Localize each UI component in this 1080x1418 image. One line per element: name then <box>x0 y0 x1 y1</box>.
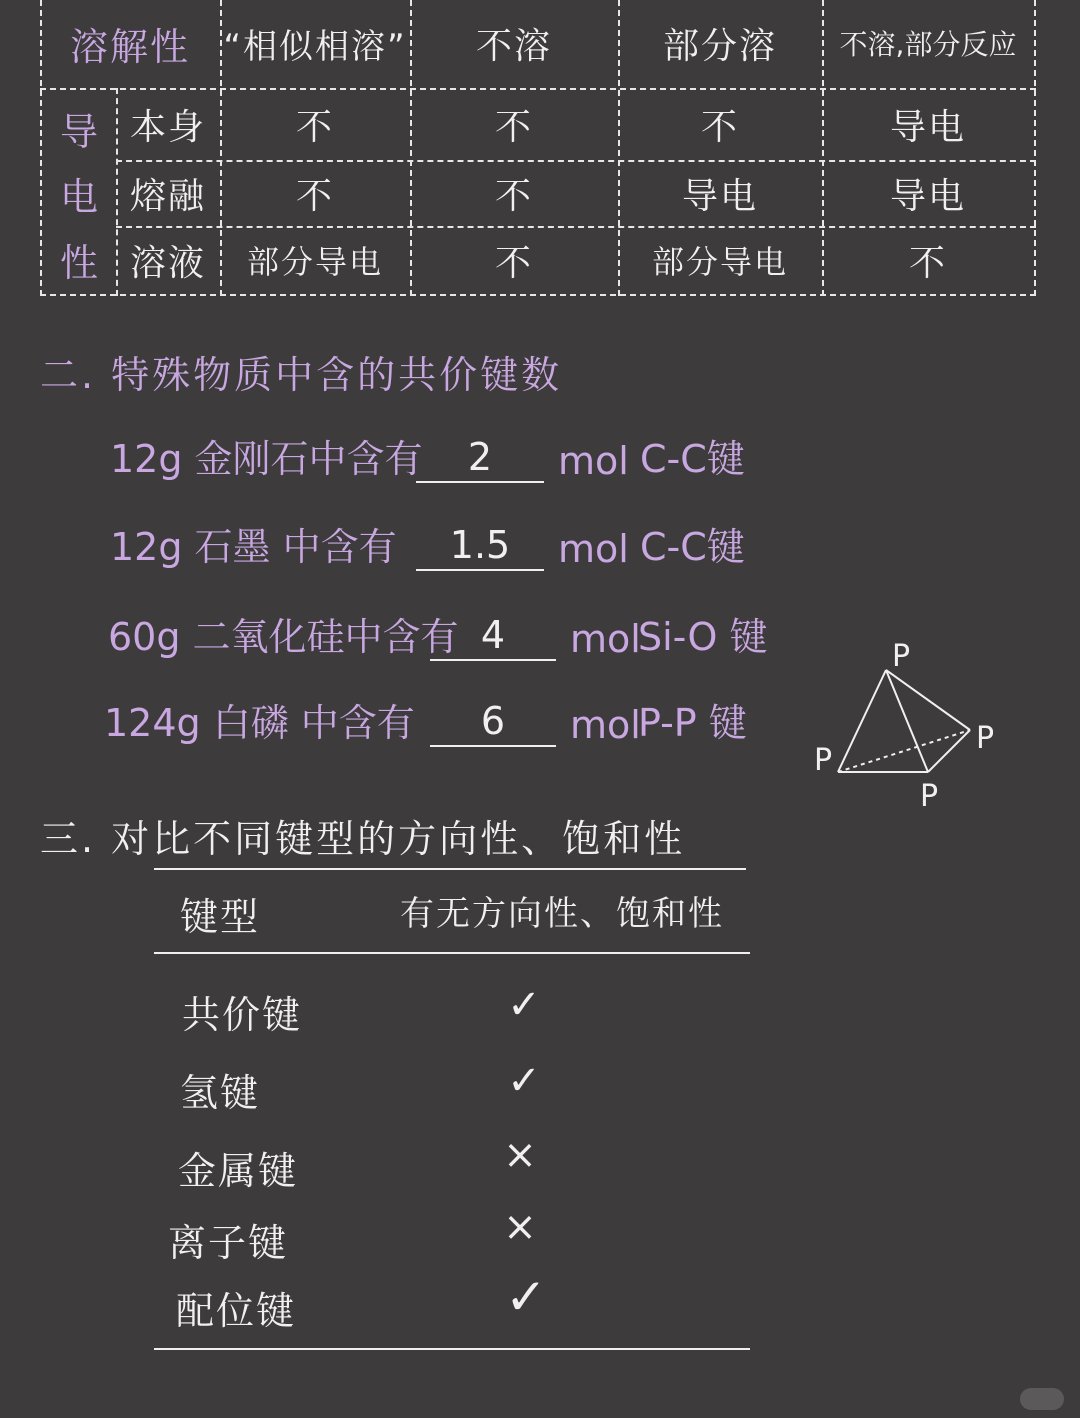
table-cell: 导电 <box>681 175 758 217</box>
question-row <box>104 692 747 747</box>
table-cell: 部分导电 <box>246 243 383 281</box>
question-row <box>110 428 745 483</box>
unit: mol <box>570 617 641 661</box>
row-label: 本身 <box>129 106 206 148</box>
unit: mol <box>570 703 641 747</box>
atom-label: P <box>976 721 995 756</box>
row-group-conductivity <box>44 96 114 292</box>
solubility-cell: 不溶 <box>475 25 552 67</box>
table-cell: 部分导电 <box>651 243 788 281</box>
bond-name: 氢键 <box>180 1071 261 1115</box>
table-cell: 不 <box>908 242 947 284</box>
question-prefix: 12g 石墨 中含有 <box>110 525 397 569</box>
answer-blank: 4 <box>430 615 556 661</box>
atom-label: P <box>892 639 911 674</box>
table-rule-mid <box>154 952 750 954</box>
answer-blank: 2 <box>416 437 544 483</box>
table-rule-top <box>154 868 746 870</box>
table-rule-bottom <box>154 1348 750 1350</box>
table-border-bottom <box>40 294 1036 296</box>
bond-type: Si-O 键 <box>638 615 768 659</box>
cross-icon: × <box>503 1132 537 1178</box>
section2-title: 二. 特殊物质中含的共价键数 <box>40 353 563 397</box>
unit: mol <box>558 439 629 483</box>
table-cell: 不 <box>494 242 533 284</box>
bond-name: 共价键 <box>182 993 303 1037</box>
table-border-right <box>1034 0 1036 296</box>
table-cell: 导电 <box>889 175 966 217</box>
answer-blank: 6 <box>430 701 556 747</box>
question-prefix: 12g 金刚石中含有 <box>110 437 423 481</box>
bond-type: P-P 键 <box>638 701 747 745</box>
bond-edge <box>928 730 970 772</box>
question-prefix: 60g 二氧化硅中含有 <box>108 615 459 659</box>
atom-label: P <box>920 779 939 814</box>
property-table <box>0 0 1080 300</box>
check-icon: ✓ <box>507 982 541 1028</box>
atom-label: P <box>814 743 833 778</box>
bond-name: 金属键 <box>178 1149 299 1193</box>
section3-title: 三. 对比不同键型的方向性、饱和性 <box>40 817 686 861</box>
unit: mol <box>558 527 629 571</box>
row-header-solubility: 溶解性 <box>69 24 190 69</box>
table-cell: 不 <box>295 106 334 148</box>
bond-name: 配位键 <box>176 1289 297 1333</box>
bond-type: C-C键 <box>640 525 745 569</box>
bond-type: C-C键 <box>640 437 745 481</box>
question-row <box>108 606 767 661</box>
white-phosphorus-tetrahedron <box>800 636 1010 816</box>
watermark-badge <box>1020 1388 1064 1410</box>
table-cell: 导电 <box>889 106 966 148</box>
solubility-cell: 不溶,部分反应 <box>839 28 1017 61</box>
row-label: 熔融 <box>129 175 206 217</box>
row-label: 溶液 <box>129 242 206 284</box>
bond-edge <box>838 670 886 772</box>
question-row <box>110 516 745 571</box>
check-icon: ✓ <box>507 1058 541 1104</box>
column-header-directionality: 有无方向性、饱和性 <box>400 894 724 934</box>
column-header-bond-type: 键型 <box>180 895 261 939</box>
table-cell: 不 <box>494 106 533 148</box>
check-icon: ✓ <box>505 1268 547 1326</box>
table-cell: 不 <box>295 175 334 217</box>
group-label-char: 性 <box>59 240 98 285</box>
cross-icon: × <box>503 1204 537 1250</box>
question-prefix: 124g 白磷 中含有 <box>104 701 415 745</box>
group-label-char: 电 <box>59 175 98 220</box>
solubility-cell: 部分溶 <box>662 25 777 67</box>
table-cell: 不 <box>494 175 533 217</box>
group-label-char: 导 <box>59 110 98 155</box>
solubility-cell: “相似相溶” <box>223 26 407 67</box>
answer-blank: 1.5 <box>416 525 544 571</box>
table-cell: 不 <box>700 106 739 148</box>
bond-name: 离子键 <box>168 1221 289 1265</box>
